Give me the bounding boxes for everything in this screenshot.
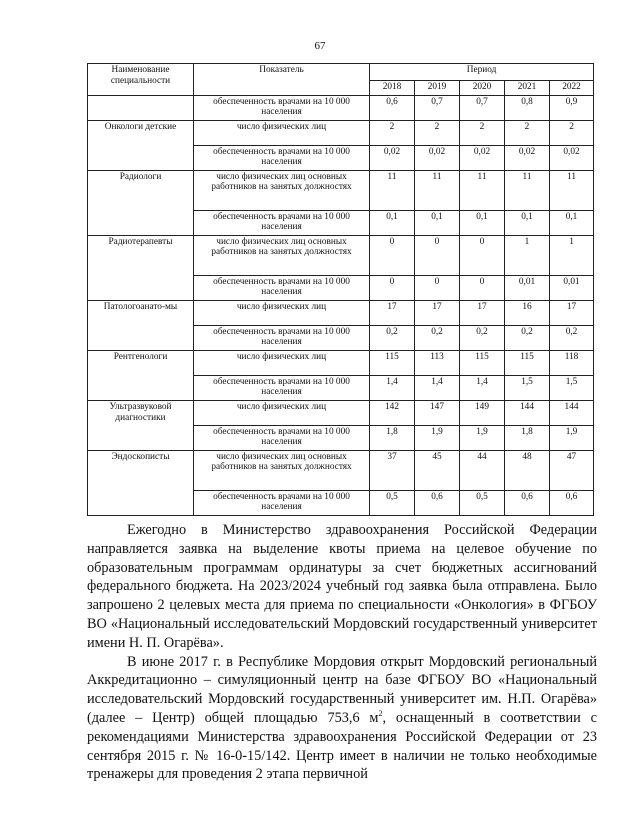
value-cell: 144 [505, 401, 550, 426]
specialty-cell: Рентгенологи [88, 351, 194, 401]
value-cell: 0 [370, 236, 415, 276]
value-cell: 0,02 [505, 146, 550, 171]
table-body [88, 96, 594, 516]
value-cell: 0,8 [505, 96, 550, 121]
value-cell: 0,2 [370, 326, 415, 351]
value-cell: 1,5 [505, 376, 550, 401]
table-row [88, 301, 594, 326]
indicator-cell: обеспеченность врачами на 10 000 населения [194, 426, 370, 451]
value-cell: 0,02 [415, 146, 460, 171]
value-cell: 0,1 [370, 211, 415, 236]
page-number: 67 [314, 40, 326, 52]
value-cell: 0,9 [550, 96, 594, 121]
value-cell: 0,2 [550, 326, 594, 351]
value-cell: 0,5 [460, 491, 505, 516]
value-cell: 0,6 [370, 96, 415, 121]
value-cell: 2 [370, 121, 415, 146]
value-cell: 1 [505, 236, 550, 276]
value-cell: 1,8 [370, 426, 415, 451]
paragraph-text: В июне 2017 г. в Республике Мордовия открыт Мордовский региональный Аккредитационно – симуляционный центр на базе ФГБОУ ВО «Национальный исследовательский Мордовский государственный университет им. Н.П. Огарёва» (далее – Центр) общей площадью 753,6 м [87, 653, 597, 726]
table-row [88, 171, 594, 211]
value-cell: 115 [505, 351, 550, 376]
value-cell: 11 [505, 171, 550, 211]
indicator-cell: обеспеченность врачами на 10 000 населения [194, 376, 370, 401]
value-cell: 115 [460, 351, 505, 376]
indicator-column-header: Показатель [194, 64, 370, 96]
paragraph-accreditation-center [87, 653, 597, 785]
specialty-cell [88, 96, 194, 121]
value-cell: 2 [505, 121, 550, 146]
table-row [88, 121, 594, 146]
value-cell: 0,02 [370, 146, 415, 171]
value-cell: 0,1 [550, 211, 594, 236]
value-cell: 147 [415, 401, 460, 426]
value-cell: 0,1 [505, 211, 550, 236]
value-cell: 149 [460, 401, 505, 426]
indicator-cell: обеспеченность врачами на 10 000 населения [194, 491, 370, 516]
specialty-cell: Онкологи детские [88, 121, 194, 171]
value-cell: 1,9 [460, 426, 505, 451]
year-header: 2021 [505, 81, 550, 96]
value-cell: 44 [460, 451, 505, 491]
value-cell: 0 [415, 236, 460, 276]
value-cell: 47 [550, 451, 594, 491]
value-cell: 1,9 [415, 426, 460, 451]
indicator-cell: обеспеченность врачами на 10 000 населения [194, 96, 370, 121]
year-header: 2019 [415, 81, 460, 96]
body-text [87, 521, 597, 784]
indicator-cell: обеспеченность врачами на 10 000 населения [194, 146, 370, 171]
specialty-cell: Радиотерапевты [88, 236, 194, 301]
value-cell: 1,8 [505, 426, 550, 451]
value-cell: 0,1 [415, 211, 460, 236]
value-cell: 0 [415, 276, 460, 301]
table-row [88, 451, 594, 491]
value-cell: 2 [550, 121, 594, 146]
value-cell: 0,7 [415, 96, 460, 121]
specialty-column-header: Наименование специальности [88, 64, 194, 96]
value-cell: 17 [550, 301, 594, 326]
value-cell: 0,5 [370, 491, 415, 516]
value-cell: 115 [370, 351, 415, 376]
value-cell: 16 [505, 301, 550, 326]
table-row [88, 401, 594, 426]
indicator-cell: число физических лиц основных работников на занятых должностях [194, 236, 370, 276]
value-cell: 48 [505, 451, 550, 491]
staffing-table [87, 63, 594, 516]
specialty-cell: Радиологи [88, 171, 194, 236]
specialty-cell: Ультразвуковой диагностики [88, 401, 194, 451]
value-cell: 0,02 [550, 146, 594, 171]
indicator-cell: число физических лиц [194, 351, 370, 376]
value-cell: 0,01 [505, 276, 550, 301]
period-column-header: Период [370, 64, 594, 81]
year-header: 2018 [370, 81, 415, 96]
value-cell: 17 [370, 301, 415, 326]
value-cell: 11 [370, 171, 415, 211]
value-cell: 0,6 [505, 491, 550, 516]
indicator-cell: число физических лиц основных работников на занятых должностях [194, 171, 370, 211]
year-header: 2020 [460, 81, 505, 96]
indicator-cell: обеспеченность врачами на 10 000 населения [194, 276, 370, 301]
value-cell: 37 [370, 451, 415, 491]
value-cell: 0 [370, 276, 415, 301]
value-cell: 0,2 [415, 326, 460, 351]
indicator-cell: обеспеченность врачами на 10 000 населения [194, 326, 370, 351]
table-row [88, 236, 594, 276]
value-cell: 0,1 [460, 211, 505, 236]
value-cell: 0,2 [505, 326, 550, 351]
value-cell: 1 [550, 236, 594, 276]
value-cell: 11 [460, 171, 505, 211]
table-row [88, 351, 594, 376]
value-cell: 1,5 [550, 376, 594, 401]
value-cell: 113 [415, 351, 460, 376]
indicator-cell: число физических лиц [194, 301, 370, 326]
table-row [88, 96, 594, 121]
value-cell: 0,01 [550, 276, 594, 301]
value-cell: 1,4 [370, 376, 415, 401]
indicator-cell: обеспеченность врачами на 10 000 населения [194, 211, 370, 236]
value-cell: 2 [460, 121, 505, 146]
value-cell: 0,02 [460, 146, 505, 171]
value-cell: 0,2 [460, 326, 505, 351]
value-cell: 11 [415, 171, 460, 211]
value-cell: 142 [370, 401, 415, 426]
value-cell: 0 [460, 276, 505, 301]
specialty-cell: Патологоанато-мы [88, 301, 194, 351]
value-cell: 0,6 [550, 491, 594, 516]
value-cell: 144 [550, 401, 594, 426]
value-cell: 2 [415, 121, 460, 146]
value-cell: 0,7 [460, 96, 505, 121]
value-cell: 45 [415, 451, 460, 491]
value-cell: 1,4 [415, 376, 460, 401]
value-cell: 0 [460, 236, 505, 276]
superscript: 2 [378, 709, 383, 719]
indicator-cell: число физических лиц [194, 401, 370, 426]
value-cell: 1,9 [550, 426, 594, 451]
paragraph-quota-request: Ежегодно в Министерство здравоохранения Российской Федерации направляется заявка на выделение квоты приема на целевое обучение по образовательным программам ординатуры за счет бюджетных ассигнований федерального бюджета. На 2023/2024 учебный год заявка была отправлена. Было запрошено 2 целевых места для приема по специальности «Онкология» в ФГБОУ ВО «Национальный исследовательский Мордовский государственный университет имени Н. П. Огарёва». [87, 522, 597, 651]
value-cell: 0,6 [415, 491, 460, 516]
indicator-cell: число физических лиц [194, 121, 370, 146]
value-cell: 1,4 [460, 376, 505, 401]
value-cell: 118 [550, 351, 594, 376]
year-header: 2022 [550, 81, 594, 96]
value-cell: 11 [550, 171, 594, 211]
value-cell: 17 [415, 301, 460, 326]
specialty-cell: Эндоскописты [88, 451, 194, 516]
indicator-cell: число физических лиц основных работников на занятых должностях [194, 451, 370, 491]
value-cell: 17 [460, 301, 505, 326]
paragraph-text: , оснащенный в соответствии с рекомендациями Министерства здравоохранения Российской Федерации от 23 сентября 2015 г. № 16-0-15/142. Центр имеет в наличии не только необходимые тренажеры для проведения 2 этапа первичной [87, 709, 597, 783]
